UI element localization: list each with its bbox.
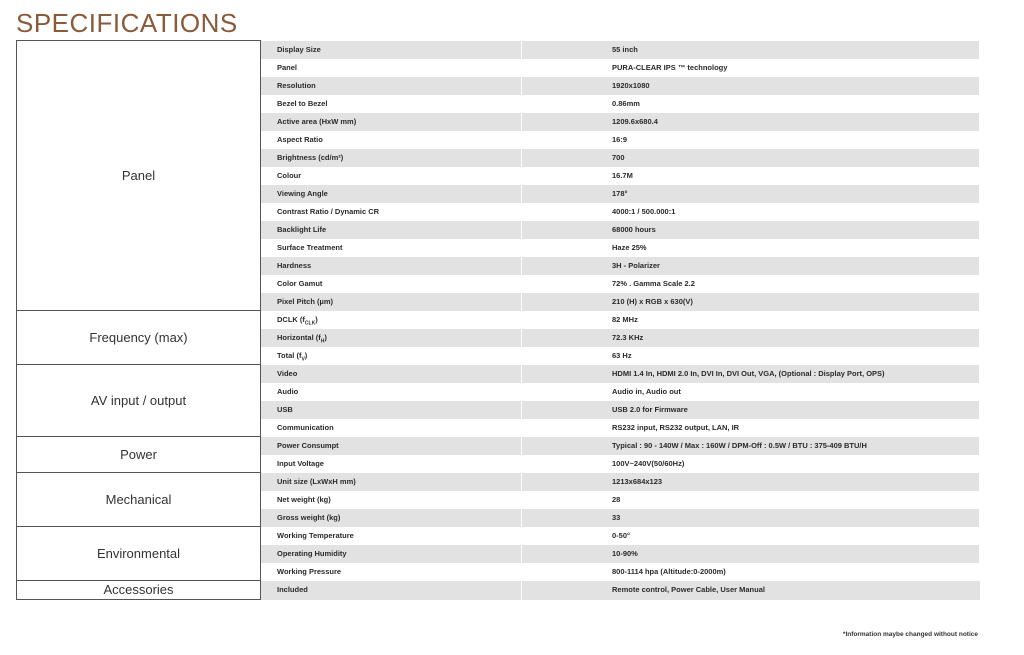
spec-value: 1213x684x123 [522, 473, 980, 491]
spec-value: 63 Hz [522, 347, 980, 365]
spec-label: Input Voltage [261, 455, 522, 473]
spec-label: Video [261, 365, 522, 383]
category-mechanical: Mechanical [17, 473, 261, 527]
table-row [17, 437, 980, 455]
spec-value: 33 [522, 509, 980, 527]
spec-label: Backlight Life [261, 221, 522, 239]
spec-label: Gross weight (kg) [261, 509, 522, 527]
spec-label: Surface Treatment [261, 239, 522, 257]
spec-label: Unit size (LxWxH mm) [261, 473, 522, 491]
spec-value: HDMI 1.4 In, HDMI 2.0 In, DVI In, DVI Out, VGA, (Optional : Display Port, OPS) [522, 365, 980, 383]
spec-label: Active area (HxW mm) [261, 113, 522, 131]
spec-value: Audio in, Audio out [522, 383, 980, 401]
spec-label: USB [261, 401, 522, 419]
spec-label: Included [261, 581, 522, 600]
spec-label: Contrast Ratio / Dynamic CR [261, 203, 522, 221]
spec-label: Audio [261, 383, 522, 401]
spec-label: Panel [261, 59, 522, 77]
table-row [17, 365, 980, 383]
spec-value: 55 inch [522, 41, 980, 59]
spec-value: 210 (H) x RGB x 630(V) [522, 293, 980, 311]
table-row [17, 527, 980, 545]
spec-label: Display Size [261, 41, 522, 59]
spec-value: RS232 input, RS232 output, LAN, IR [522, 419, 980, 437]
spec-value: 28 [522, 491, 980, 509]
spec-value: 4000:1 / 500.000:1 [522, 203, 980, 221]
spec-value: Typical : 90 - 140W / Max : 160W / DPM-Off : 0.5W / BTU : 375-409 BTU/H [522, 437, 980, 455]
spec-label: Working Temperature [261, 527, 522, 545]
spec-value: USB 2.0 for Firmware [522, 401, 980, 419]
spec-label: Total $(f_V)$ [261, 347, 522, 365]
spec-value: 82 MHz [522, 311, 980, 329]
category-av: AV input / output [17, 365, 261, 437]
spec-label: DCLK $(f_{CLK})$ [261, 311, 522, 329]
spec-value: 1920x1080 [522, 77, 980, 95]
spec-value: 700 [522, 149, 980, 167]
spec-label: Horizontal $(f_H)$ [261, 329, 522, 347]
spec-label: Communication [261, 419, 522, 437]
spec-value: 68000 hours [522, 221, 980, 239]
footnote: *Information maybe changed without notice [842, 631, 978, 638]
spec-value: PURA-CLEAR IPS ™ technology [522, 59, 980, 77]
spec-label: Aspect Ratio [261, 131, 522, 149]
spec-value: 800-1114 hpa (Altitude:0-2000m) [522, 563, 980, 581]
spec-label: Resolution [261, 77, 522, 95]
page-title: SPECIFICATIONS [16, 8, 238, 38]
spec-value: 10-90% [522, 545, 980, 563]
spec-label: Operating Humidity [261, 545, 522, 563]
table-row [17, 41, 980, 59]
spec-value: 0-50° [522, 527, 980, 545]
spec-value: 0.86mm [522, 95, 980, 113]
table-row [17, 473, 980, 491]
category-accessories: Accessories [17, 581, 261, 600]
category-frequency: Frequency (max) [17, 311, 261, 365]
spec-value: 16:9 [522, 131, 980, 149]
category-power: Power [17, 437, 261, 473]
spec-label: Net weight (kg) [261, 491, 522, 509]
category-environmental: Environmental [17, 527, 261, 581]
spec-label: Colour [261, 167, 522, 185]
spec-value: 178° [522, 185, 980, 203]
spec-value: Remote control, Power Cable, User Manual [522, 581, 980, 600]
spec-label: Power Consumpt [261, 437, 522, 455]
table-row [17, 311, 980, 329]
spec-value: 3H - Polarizer [522, 257, 980, 275]
spec-value: 1209.6x680.4 [522, 113, 980, 131]
category-panel: Panel [17, 41, 261, 311]
spec-value: 72% . Gamma Scale 2.2 [522, 275, 980, 293]
spec-value: 72.3 KHz [522, 329, 980, 347]
spec-label: Hardness [261, 257, 522, 275]
specifications-table [16, 40, 980, 600]
spec-value: Haze 25% [522, 239, 980, 257]
table-row [17, 581, 980, 600]
spec-label: Brightness (cd/m²) [261, 149, 522, 167]
spec-label: Bezel to Bezel [261, 95, 522, 113]
spec-label: Working Pressure [261, 563, 522, 581]
spec-value: 100V~240V(50/60Hz) [522, 455, 980, 473]
spec-label: Pixel Pitch (µm) [261, 293, 522, 311]
spec-value: 16.7M [522, 167, 980, 185]
spec-label: Color Gamut [261, 275, 522, 293]
spec-label: Viewing Angle [261, 185, 522, 203]
